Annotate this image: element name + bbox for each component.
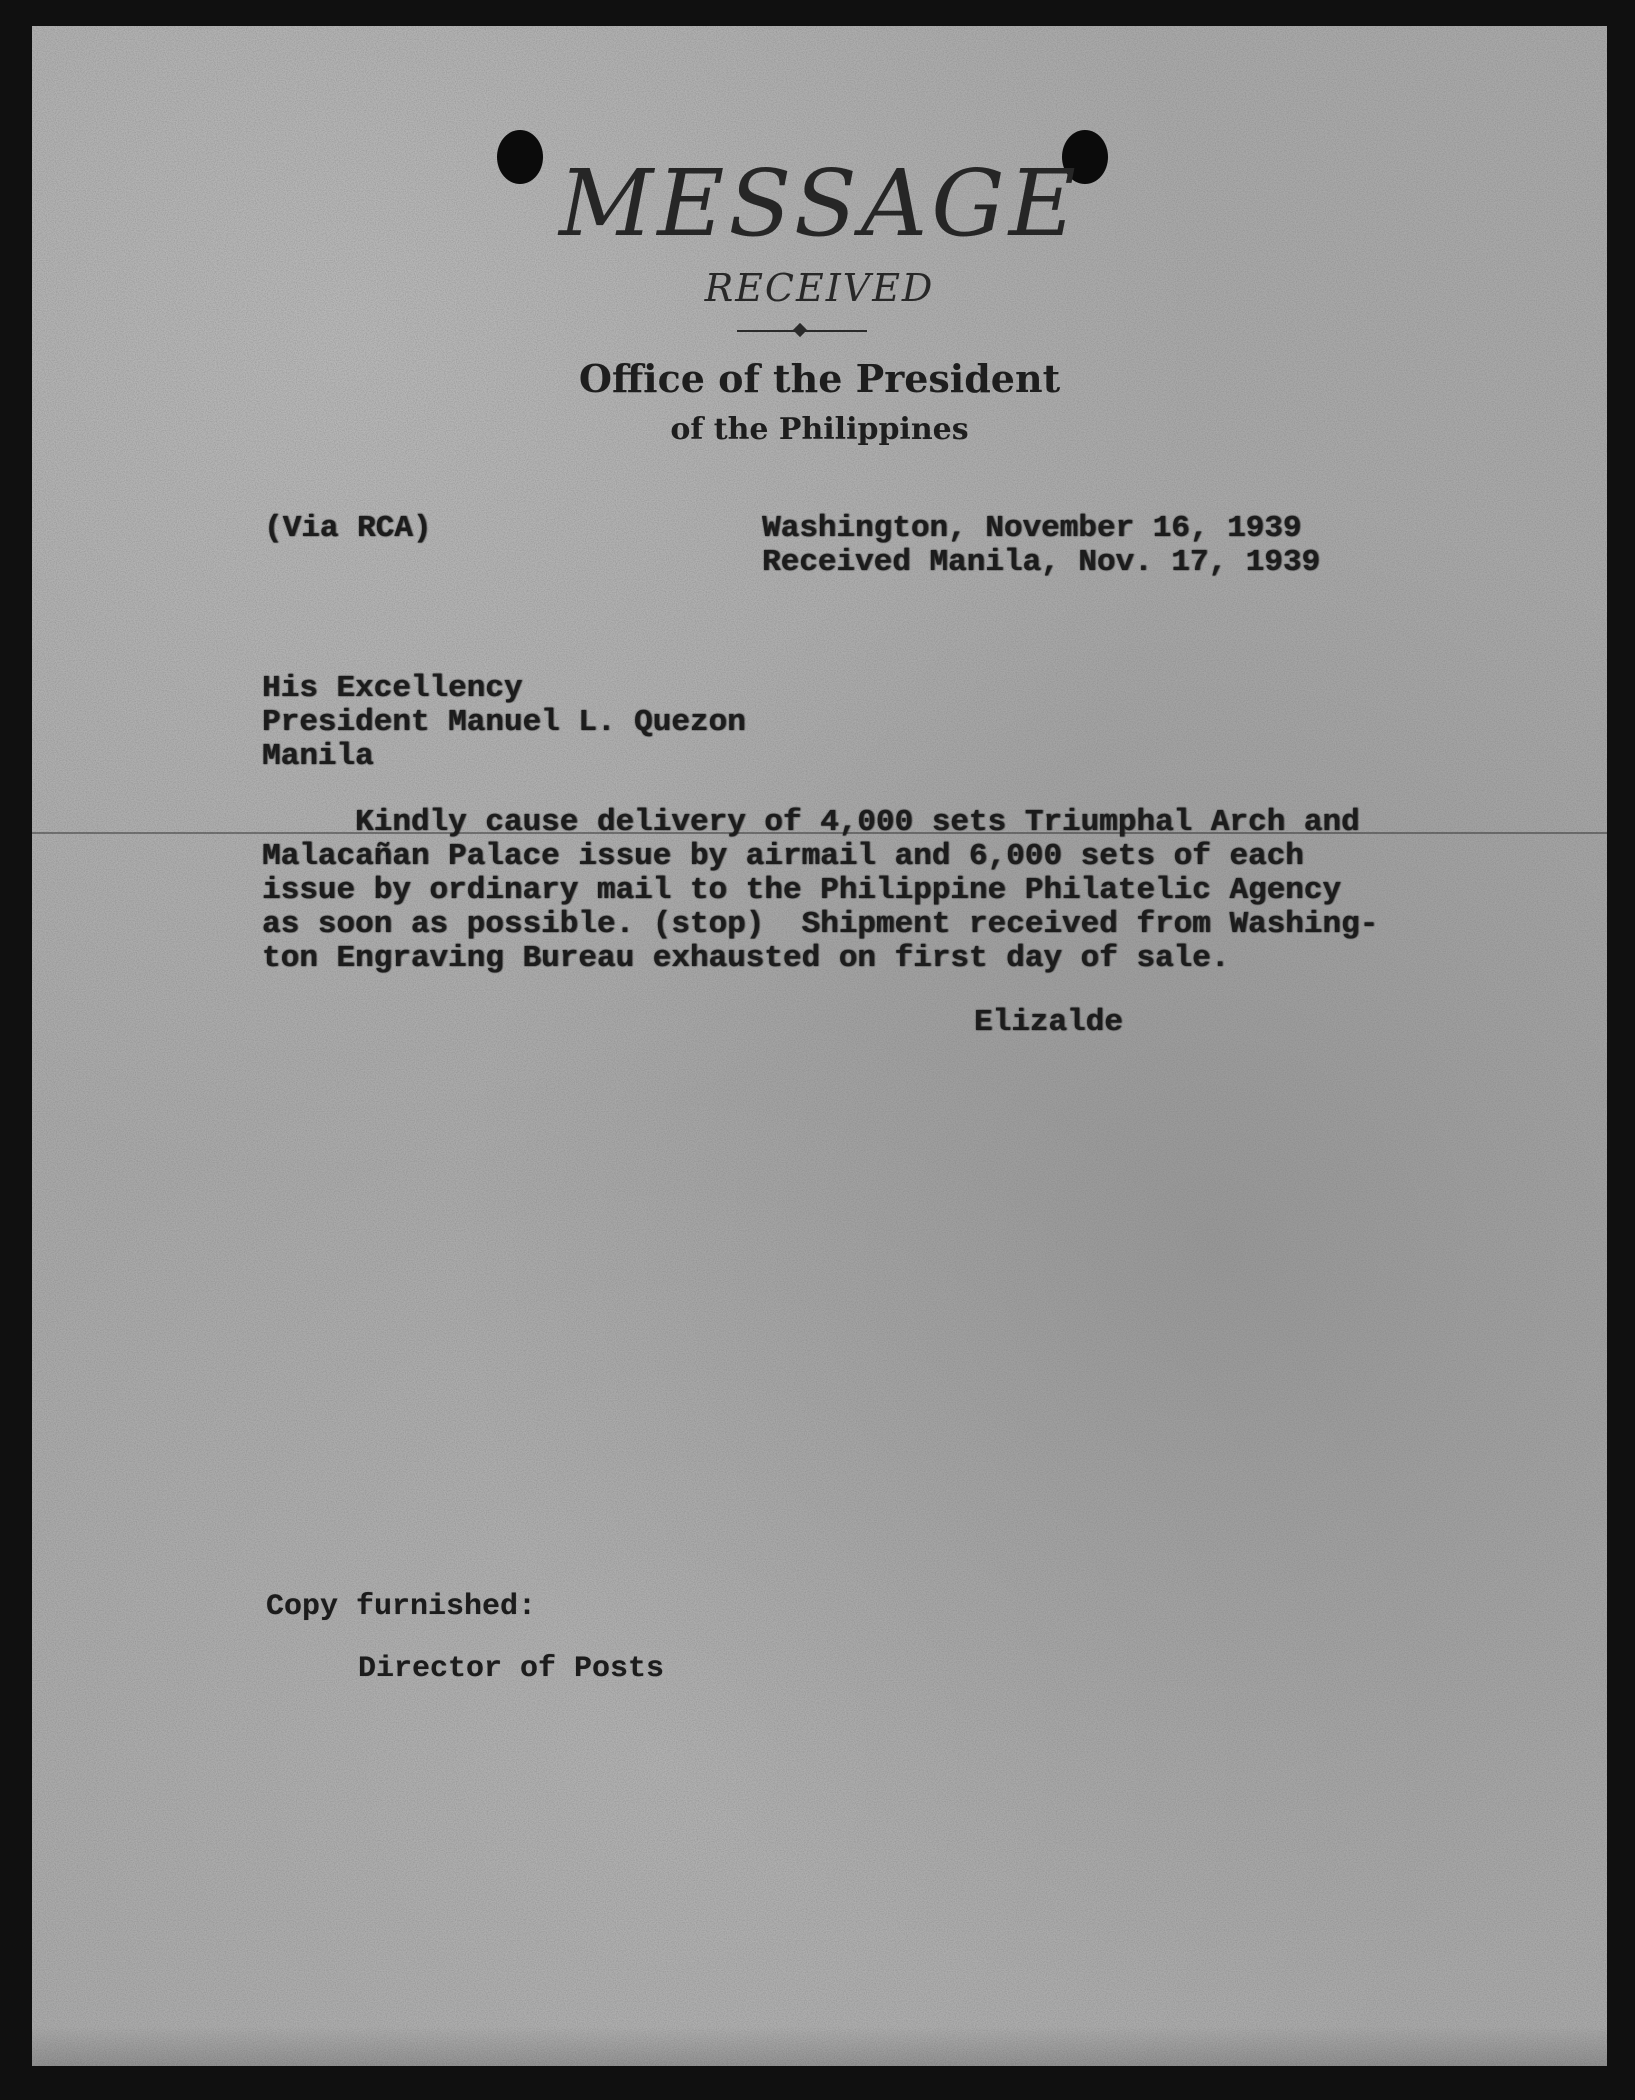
transmission-via: (Via RCA) [264, 511, 432, 546]
letterhead-subtitle: RECEIVED [704, 266, 935, 310]
letterhead-office: Office of the President [578, 356, 1061, 401]
paper-texture [32, 26, 1607, 2066]
address-line-3: Manila [262, 739, 374, 774]
letterhead-title: MESSAGE [559, 150, 1080, 257]
body-line-1: Kindly cause delivery of 4,000 sets Triumphal Arch and [262, 805, 1360, 840]
document-page [32, 26, 1607, 2066]
copy-recipient: Director of Posts [358, 1652, 665, 1686]
page-shading [32, 2026, 1607, 2066]
dateline [762, 512, 1320, 580]
address-line-1: His Excellency [262, 671, 523, 706]
letterhead-country: of the Philippines [670, 412, 969, 447]
signature: Elizalde [974, 1005, 1123, 1040]
body-line-4: as soon as possible. (stop) Shipment received from Washing- [262, 907, 1379, 942]
message-body [262, 806, 1378, 976]
address-line-2: President Manuel L. Quezon [262, 705, 746, 740]
body-line-5: ton Engraving Bureau exhausted on first day of sale. [262, 941, 1230, 976]
body-line-2: Malacañan Palace issue by airmail and 6,000 sets of each [262, 839, 1304, 874]
recipient-address [262, 672, 746, 774]
copy-furnished-label: Copy furnished: [266, 1590, 537, 1624]
received-date: Received Manila, Nov. 17, 1939 [762, 545, 1321, 580]
body-line-3: issue by ordinary mail to the Philippine Philatelic Agency [262, 873, 1341, 908]
origin-date: Washington, November 16, 1939 [762, 511, 1302, 546]
